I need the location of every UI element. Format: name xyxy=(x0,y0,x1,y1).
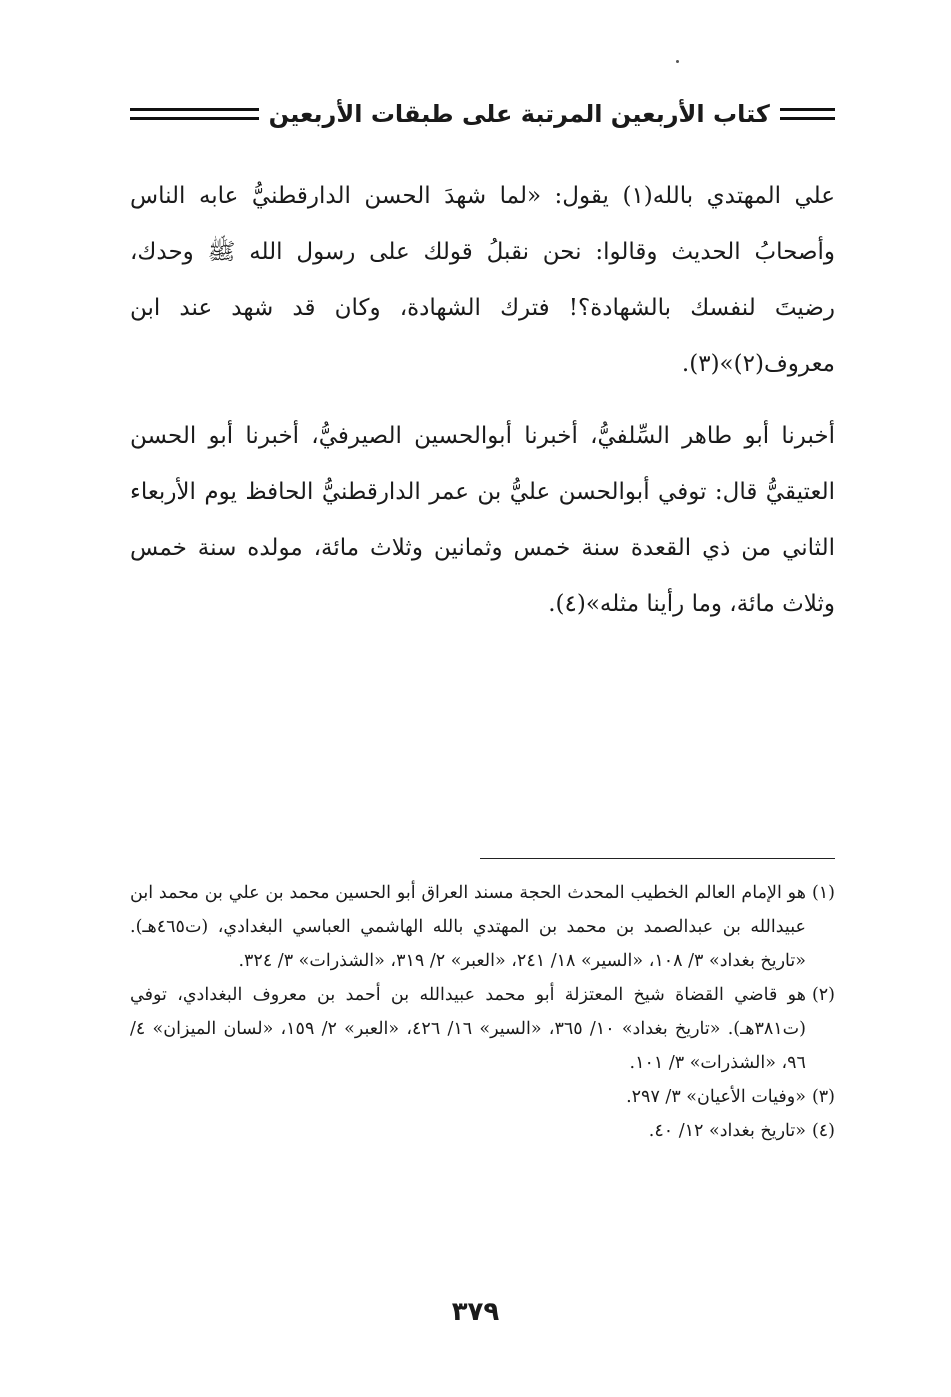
footnote-3 xyxy=(130,1080,835,1114)
footnotes xyxy=(130,876,835,1148)
body-paragraph-2: أخبرنا أبو طاهر السِّلفيُّ، أخبرنا أبوالحسين الصيرفيُّ، أخبرنا أبو الحسن العتيقيُّ قال: توفي أبوالحسن عليُّ بن عمر الدارقطنيُّ الحافظ يوم الأربعاء الثاني من ذي القعدة سنة خمس وثمانين وثلاث مائة، مولده سنة خمس وثلاث مائة، وما رأينا مثله»(٤). xyxy=(130,423,835,617)
footnote-number: (٤) xyxy=(811,1121,835,1141)
header-rule-right xyxy=(780,108,835,120)
footnote-number: (٣) xyxy=(811,1087,835,1107)
running-header xyxy=(130,92,835,136)
footnote-text: «تاريخ بغداد» ١٢/ ٤٠. xyxy=(648,1121,806,1141)
footnote-text: هو قاضي القضاة شيخ المعتزلة أبو محمد عبيدالله بن أحمد بن معروف البغدادي، توفي (ت٣٨١هـ). «تاريخ بغداد» ١٠/ ٣٦٥، «السير» ١٦/ ٤٢٦، «العبر» ٢/ ١٥٩، «لسان الميزان» ٤/ ٩٦، «الشذرات» ٣/ ١٠١. xyxy=(130,985,806,1073)
footnote-4 xyxy=(130,1114,835,1148)
footnote-1 xyxy=(130,876,835,978)
footnote-text: «وفيات الأعيان» ٣/ ٢٩٧. xyxy=(626,1087,806,1107)
footnote-number: (١) xyxy=(811,883,835,903)
book-title: كتاب الأربعين المرتبة على طبقات الأربعين xyxy=(268,100,770,128)
ink-speck xyxy=(676,60,679,63)
header-rule-left xyxy=(130,108,259,120)
footnote-separator xyxy=(480,858,835,859)
page-number: ٣٧٩ xyxy=(451,1297,500,1327)
footnote-2 xyxy=(130,978,835,1080)
footnote-number: (٢) xyxy=(811,985,835,1005)
body-paragraph-1: علي المهتدي بالله(١) يقول: «لما شهدَ الحسن الدارقطنيُّ عابه الناس وأصحابُ الحديث وقالوا: نحن نقبلُ قولك على رسول الله ﷺ وحدك، رضيتَ لنفسك بالشهادة؟! فترك الشهادة، وكان قد شهد عند ابن معروف(٢)»(٣). xyxy=(130,183,835,377)
footnote-text: هو الإمام العالم الخطيب المحدث الحجة مسند العراق أبو الحسين محمد بن علي بن محمد ابن عبيدالله بن عبدالصمد بن محمد بن المهتدي بالله الهاشمي العباسي البغدادي، (ت٤٦٥هـ). «تاريخ بغداد» ٣/ ١٠٨، «السير» ١٨/ ٢٤١، «العبر» ٢/ ٣١٩، «الشذرات» ٣/ ٣٢٤. xyxy=(130,883,806,971)
